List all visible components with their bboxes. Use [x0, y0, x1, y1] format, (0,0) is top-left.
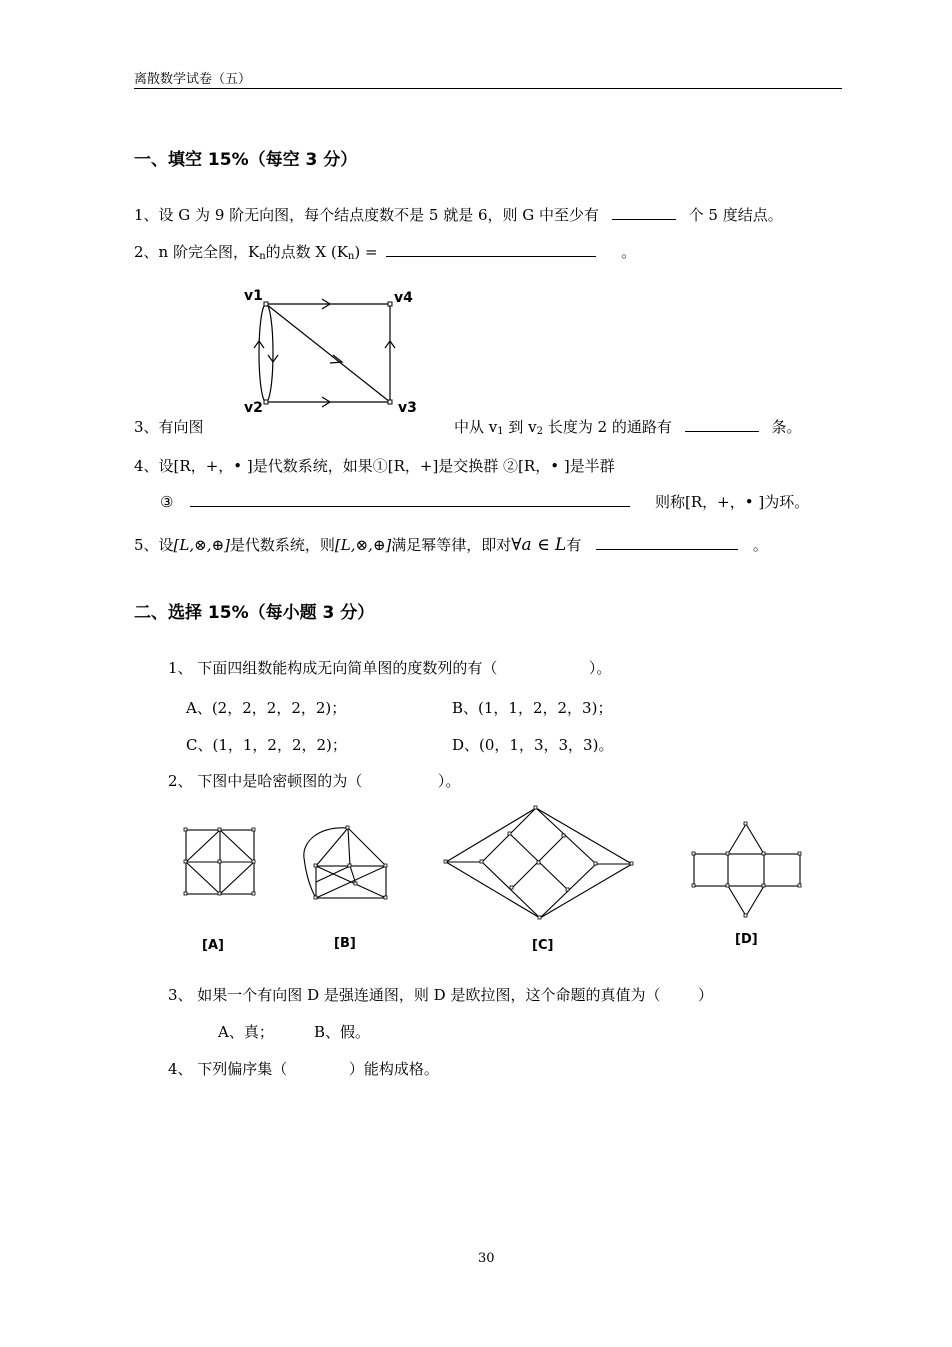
label-v3: v3 — [398, 400, 417, 416]
s2-q2 — [168, 770, 460, 791]
s1-q4-circle3: ③ — [160, 493, 174, 511]
s1-q5-formula1: [L,⊗,⊕] — [173, 536, 230, 554]
s2-q1-optA: A、(2，2，2，2，2)； — [186, 699, 347, 717]
s1-q3-mid2: 到 v — [508, 418, 537, 436]
header-rule — [134, 88, 842, 89]
s1-q5 — [134, 534, 768, 555]
s1-q2-sub1: n — [259, 251, 266, 262]
s2-q4 — [168, 1058, 439, 1079]
s1-q3 — [454, 416, 801, 437]
s2-q2-stem: 2、 下图中是哈密顿图的为（ — [168, 772, 363, 790]
s1-q5-formula3: ∀a ∈ L — [511, 535, 567, 555]
s1-q2-end: 。 — [621, 243, 637, 261]
directed-graph-figure — [240, 284, 440, 424]
graph-figure-a — [180, 824, 260, 900]
s2-q1-optD: D、(0，1，3，3，3)。 — [452, 736, 614, 754]
s2-q3-optB: B、假。 — [314, 1023, 371, 1041]
label-v4: v4 — [394, 290, 413, 306]
s1-q5-answer-blank[interactable] — [596, 535, 738, 550]
s2-q3-optA: A、真； — [218, 1023, 274, 1041]
s1-q4-line1: 4、设[R，+，• ]是代数系统，如果①[R，+]是交换群 ②[R，• ]是半群 — [134, 457, 615, 475]
s1-q5-p3: 满足幂等律，即对 — [391, 536, 512, 554]
s1-q2-mid: 的点数 X (K — [265, 243, 348, 261]
s2-q3 — [168, 984, 713, 1005]
s1-q4-answer-blank[interactable] — [190, 492, 630, 507]
s2-q1-stem: 1、 下面四组数能构成无向简单图的度数列的有（ — [168, 659, 498, 677]
graph-figure-d — [688, 820, 808, 920]
s1-q5-p1: 5、设 — [134, 536, 174, 554]
s1-q1-text: 1、设 G 为 9 阶无向图，每个结点度数不是 5 就是 6，则 G 中至少有 — [134, 206, 600, 224]
s1-q1 — [134, 204, 783, 225]
s1-q5-end: 。 — [752, 536, 768, 554]
page-number: 30 — [478, 1251, 495, 1266]
s1-q5-formula2: [L,⊗,⊕] — [334, 536, 392, 554]
s1-q3-mid3: 长度为 2 的通路有 — [547, 418, 672, 436]
s1-q5-p2: 是代数系统，则 — [229, 536, 335, 554]
s1-q2-answer-blank[interactable] — [386, 242, 596, 257]
label-v2: v2 — [244, 400, 263, 416]
section1-heading: 一、填空 15%（每空 3 分） — [134, 150, 358, 170]
s1-q1-suffix: 个 5 度结点。 — [688, 206, 783, 224]
s1-q4-suffix: 则称[R，+，• ]为环。 — [655, 493, 810, 511]
s1-q3-sub2: 2 — [536, 426, 544, 437]
s1-q2-sub2: n — [347, 251, 355, 262]
s2-q1-stem-end: ）。 — [588, 659, 612, 677]
s2-q4-stem: 4、 下列偏序集（ — [168, 1060, 288, 1078]
fig-label-a: [A] — [202, 938, 224, 953]
fig-label-b: [B] — [334, 936, 356, 951]
s2-q3-stem: 3、 如果一个有向图 D 是强连通图，则 D 是欧拉图，这个命题的真值为（ — [168, 986, 661, 1004]
s1-q3-sub1: 1 — [497, 426, 504, 437]
s1-q3-answer-blank[interactable] — [685, 417, 759, 432]
s2-q4-stem-end: ）能构成格。 — [348, 1060, 439, 1078]
s2-q1-optC: C、(1，1，2，2，2)； — [186, 736, 347, 754]
s2-q1-optB: B、(1，1，2，2，3)； — [452, 699, 613, 717]
s1-q2 — [134, 241, 636, 262]
section2-heading: 二、选择 15%（每小题 3 分） — [134, 603, 375, 623]
s1-q2-close: ) = — [354, 243, 378, 261]
s2-q3-stem-end: ） — [698, 986, 714, 1004]
s1-q3-suffix: 条。 — [771, 418, 802, 436]
s2-q2-stem-end: ）。 — [437, 772, 461, 790]
s1-q5-p4: 有 — [566, 536, 582, 554]
label-v1: v1 — [244, 288, 263, 304]
s1-q1-answer-blank[interactable] — [612, 205, 676, 220]
graph-figure-b — [298, 822, 392, 904]
s1-q3-text: 中从 v — [454, 418, 498, 436]
s1-q2-text: 2、n 阶完全图，K — [134, 243, 260, 261]
fig-label-d: [D] — [735, 932, 758, 947]
fig-label-c: [C] — [532, 938, 554, 953]
header-title: 离散数学试卷（五） — [134, 72, 252, 87]
s1-q4-line2 — [160, 491, 809, 512]
s1-q3-prefix: 3、有向图 — [134, 418, 204, 436]
s2-q1 — [168, 657, 611, 678]
graph-figure-c — [440, 804, 640, 926]
